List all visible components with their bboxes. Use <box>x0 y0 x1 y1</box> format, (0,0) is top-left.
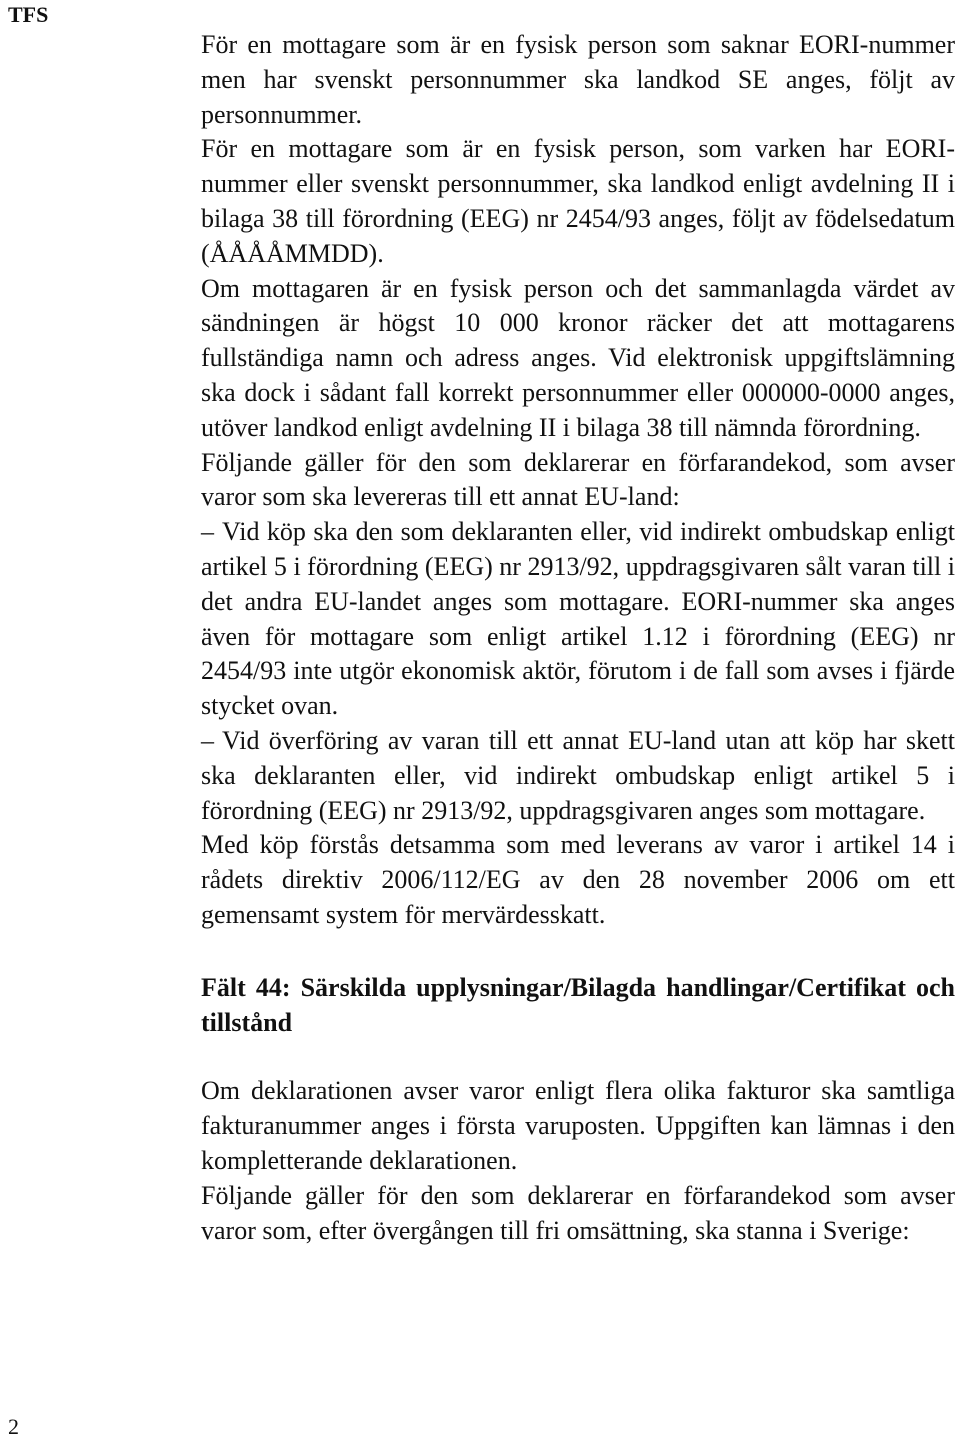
paragraph: Följande gäller för den som deklarerar en förfarandekod som avser varor som, efter övergången till fri omsättning, ska stanna i Sverige: <box>201 1180 955 1245</box>
paragraph: Om mottagaren är en fysisk person och det sammanlagda värdet av sändningen är högst 10 000 kronor räcker det att mottagarens fullständiga namn och adress anges. Vid elektronisk uppgiftslämning ska dock i sådant fall korrekt personnummer eller 000000-0000 anges, utöver landkod enligt avdelning II i bilaga 38 till nämnda förordning. <box>201 273 955 442</box>
dash-marker: – <box>201 725 214 755</box>
dash-list-item <box>201 515 955 724</box>
document-header-tag: TFS <box>8 2 49 27</box>
dash-marker: – <box>201 517 214 547</box>
paragraph: För en mottagare som är en fysisk person, som varken har EORI-nummer eller svenskt personnummer, ska landkod enligt avdelning II i bilaga 38 till förordning (EEG) nr 2454/93 anges, följt av födelsedatum (ÅÅÅÅMMDD). <box>201 134 955 268</box>
page-number: 2 <box>8 1414 19 1439</box>
document-body <box>201 28 955 1248</box>
paragraph: Med köp förstås detsamma som med leverans av varor i artikel 14 i rådets direktiv 2006/112/EG av den 28 november 2006 om ett gemensamt system för mervärdesskatt. <box>201 830 955 929</box>
dash-list-item <box>201 724 955 828</box>
paragraph: Följande gäller för den som deklarerar en förfarandekod, som avser varor som ska levereras till ett annat EU-land: <box>201 447 955 512</box>
dash-item-text: Vid köp ska den som deklaranten eller, vid indirekt ombudskap enligt artikel 5 i förordning (EEG) nr 2913/92, uppdragsgivaren sålt varan till i det andra EU-landet anges som mottagare. EORI-nummer ska anges även för mottagare som enligt artikel 1.12 i förordning (EEG) nr 2454/93 inte utgör ekonomisk aktör, förutom i de fall som avses i fjärde stycket ovan. <box>201 517 955 721</box>
paragraph: Om deklarationen avser varor enligt flera olika fakturor ska samtliga fakturanummer anges i första varuposten. Uppgiften kan lämnas i den kompletterande deklarationen. <box>201 1076 955 1175</box>
section-heading: Fält 44: Särskilda upplysningar/Bilagda handlingar/Certifikat och tillstånd <box>201 972 955 1037</box>
paragraph: För en mottagare som är en fysisk person som saknar EORI-nummer men har svenskt personnummer ska landkod SE anges, följt av personnummer. <box>201 30 955 129</box>
dash-item-text: Vid överföring av varan till ett annat EU-land utan att köp har skett ska deklaranten eller, vid indirekt ombudskap enligt artikel 5 i förordning (EEG) nr 2913/92, uppdragsgivaren anges som mottagare. <box>201 725 955 825</box>
